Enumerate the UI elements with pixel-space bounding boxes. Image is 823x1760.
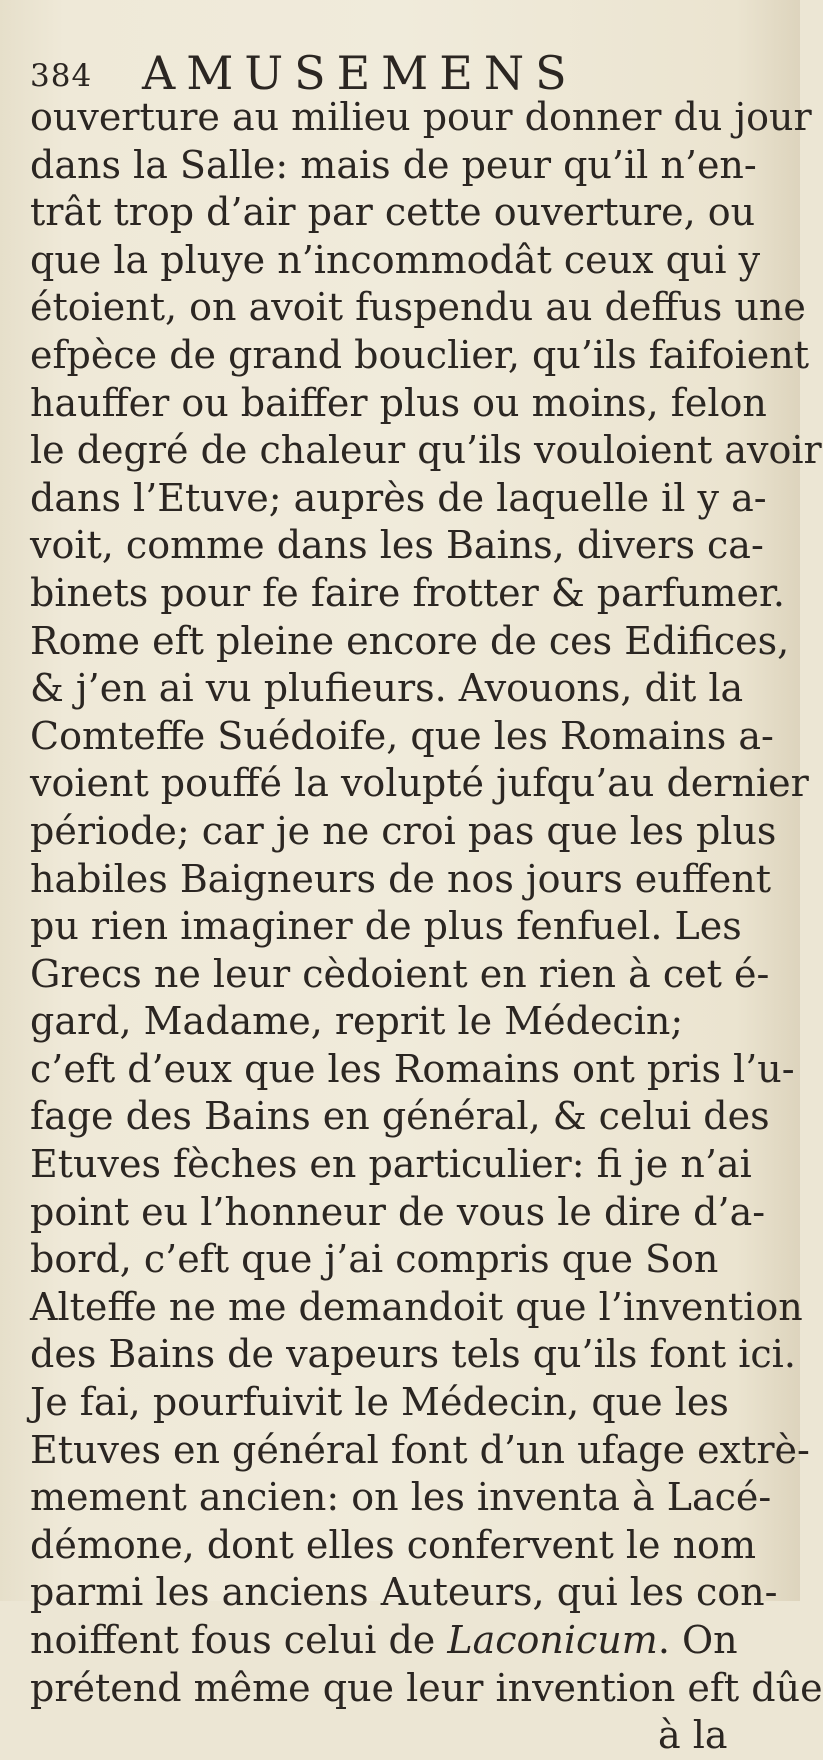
text-line: fage des Bains en général, & celui des — [30, 1094, 770, 1139]
text-line: noiffent fous celui de Laconicum. On — [30, 1618, 738, 1662]
text-line: période; car je ne croi pas que les plus — [30, 808, 777, 853]
text-line: Etuves fèches en particulier: fi je n’ai — [30, 1142, 752, 1187]
text-line: dans l’Etuve; auprès de laquelle il y a- — [30, 475, 767, 520]
text-line: Rome eft pleine encore de ces Edifices, — [30, 618, 790, 663]
text-line: trât trop d’air par cette ouverture, ou — [30, 190, 756, 235]
text-line: étoient, on avoit fuspendu au deffus une — [30, 285, 806, 330]
body-text — [30, 94, 823, 1760]
text-line: mement ancien: on les inventa à Lacé- — [30, 1475, 772, 1520]
text-line: gard, Madame, reprit le Médecin; — [30, 999, 684, 1044]
text-line: & j’en ai vu plufieurs. Avouons, dit la — [30, 666, 744, 711]
text-line: voit, comme dans les Bains, divers ca- — [30, 523, 764, 568]
text-line: des Bains de vapeurs tels qu’ils font ici. — [30, 1332, 796, 1377]
text-line: Je fai, pourfuivit le Médecin, que les — [30, 1380, 729, 1425]
text-line: point eu l’honneur de vous le dire d’a- — [30, 1189, 766, 1234]
text-line: habiles Baigneurs de nos jours euffent — [30, 856, 771, 901]
text-line: binets pour fe faire frotter & parfumer. — [30, 570, 786, 615]
text-line: Grecs ne leur cèdoient en rien à cet é- — [30, 951, 770, 996]
page-number: 384 — [30, 58, 93, 94]
text-line: démone, dont elles confervent le nom — [30, 1522, 756, 1567]
text-line: parmi les anciens Auteurs, qui les con- — [30, 1570, 778, 1615]
text-line: que la pluye n’incommodât ceux qui y — [30, 237, 761, 282]
text-line: pu rien imaginer de plus fenfuel. Les — [30, 904, 742, 949]
latin-term: Laconicum — [447, 1618, 658, 1662]
text-line: efpèce de grand bouclier, qu’ils faifoient — [30, 332, 809, 377]
text-line: c’eft d’eux que les Romains ont pris l’u- — [30, 1046, 795, 1091]
text-line: voient pouffé la volupté jufqu’au dernier — [30, 761, 809, 806]
text-line: hauffer ou baiffer plus ou moins, felon — [30, 380, 767, 425]
text-line: le degré de chaleur qu’ils vouloient avoir — [30, 428, 822, 473]
text-line: bord, c’eft que j’ai compris que Son — [30, 1237, 719, 1282]
text-line: prétend même que leur invention eft dûe — [30, 1665, 823, 1710]
text-line: ouverture au milieu pour donner du jour — [30, 95, 812, 139]
running-title: AMUSEMENS — [142, 46, 578, 100]
text-line: Etuves en général font d’un ufage extrè- — [30, 1427, 810, 1472]
text-line: Alteffe ne me demandoit que l’invention — [30, 1284, 803, 1329]
text-line: Comteffe Suédoife, que les Romains a- — [30, 713, 774, 758]
text-line: dans la Salle: mais de peur qu’il n’en- — [30, 142, 757, 187]
catchword: à la — [658, 1713, 728, 1758]
